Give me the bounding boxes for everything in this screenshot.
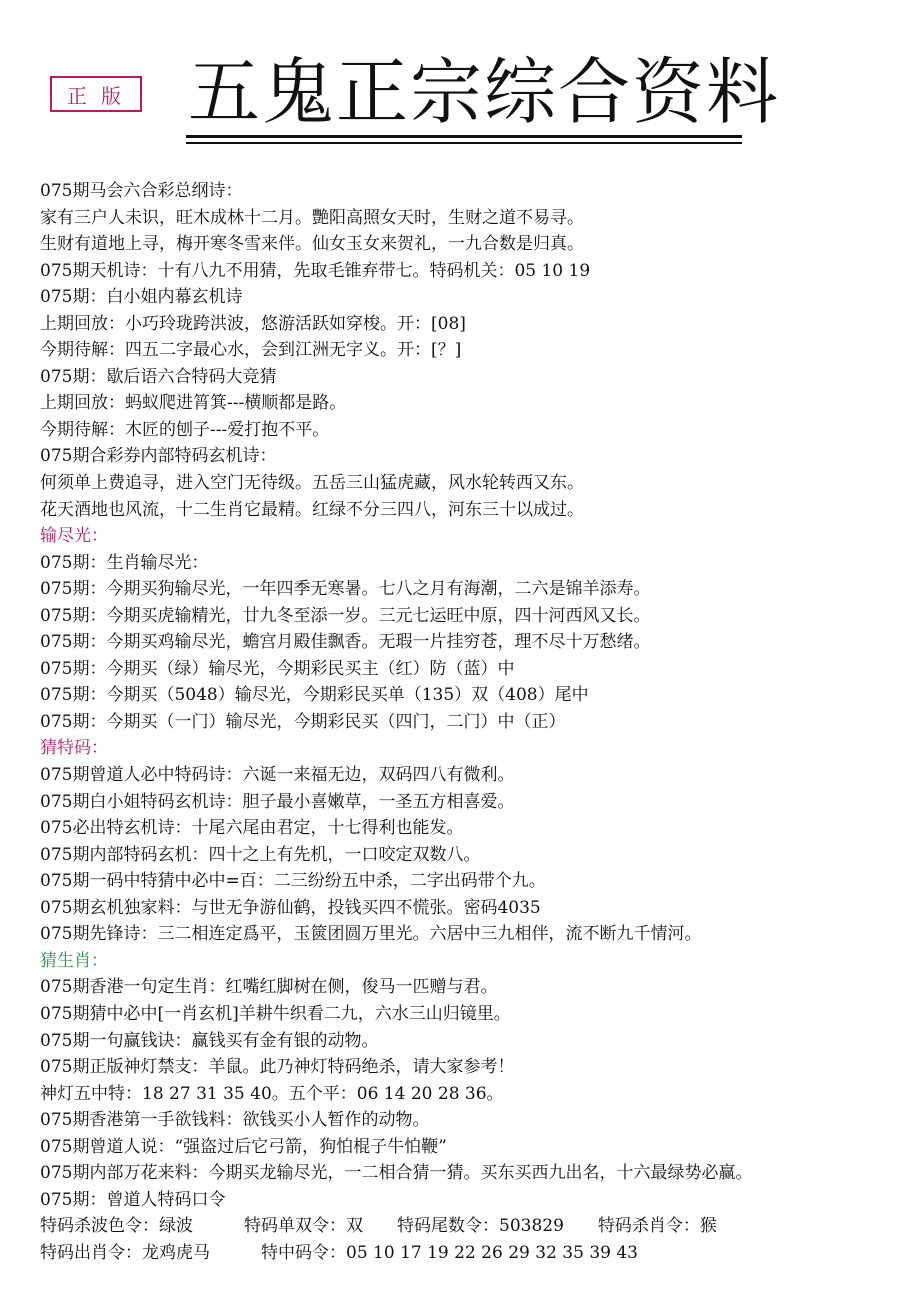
text-line: 075期香港第一手欲钱料：欲钱买小人暂作的动物。: [40, 1110, 430, 1131]
text-line: 家有三户人未识，旺木成林十二月。艷阳高照女天时，生财之道不易寻。: [40, 207, 584, 228]
text-line: 花天酒地也风流，十二生肖它最精。红绿不分三四八，河东三十以成过。: [40, 499, 584, 520]
text-line: 075期：今期买（绿）输尽光，今期彩民买主（红）防（蓝）中: [40, 658, 515, 679]
text-line: 075期一码中特猜中必中=百：二三纷纷五中杀，二字出码带个九。: [40, 871, 546, 892]
content-body: [40, 178, 885, 1266]
text-line: 075期：生肖输尽光：: [40, 552, 209, 573]
text-line: 何须单上费追寻，进入空门无待级。五岳三山猛虎藏，风水轮转西又东。: [40, 473, 584, 494]
text-line: 075期曾道人说：“强盗过后它弓箭，狗怕棍子牛怕鞭”: [40, 1136, 447, 1157]
text-line: 075期：白小姐内幕玄机诗: [40, 287, 243, 308]
text-line: 075期内部特码玄机：四十之上有先机，一口咬定双数八。: [40, 844, 481, 865]
text-line: 特码杀波色令：绿波 特码单双令：双 特码尾数令：503829 特码杀肖令：猴: [40, 1216, 717, 1237]
text-line: 075期马会六合彩总纲诗：: [40, 181, 243, 201]
text-line: 075期：今期买鸡输尽光，蟾宫月殿佳飘香。无瑕一片挂穷苍，理不尽十万愁绪。: [40, 632, 651, 653]
text-line: 075期天机诗：十有八九不用猜，先取毛锥弃带七。特码机关：05 10 19: [40, 260, 591, 281]
text-line: 075期曾道人必中特码诗：六诞一来福无边，双码四八有微利。: [40, 765, 515, 786]
text-line: 神灯五中特：18 27 31 35 40。五个平：06 14 20 28 36。: [40, 1083, 504, 1104]
text-line: 075必出特玄机诗：十尾六尾由君定，十七得利也能发。: [40, 818, 464, 839]
page-title: 五鬼正宗综合资料: [188, 50, 781, 134]
text-line: 今期待解：四五二字最心水，会到江洲无字义。开：[？]: [40, 340, 462, 361]
text-line: 075期玄机独家料：与世无争游仙鹤，投钱买四不慌张。密码4035: [40, 897, 541, 918]
text-line: 075期白小姐特码玄机诗：胆子最小喜嫩草，一圣五方相喜爱。: [40, 791, 515, 812]
text-line: 特码出肖令：龙鸡虎马 特中码令：05 10 17 19 22 26 29 32 35 39 43: [40, 1242, 638, 1263]
text-line: 075期合彩券内部特码玄机诗：: [40, 446, 277, 467]
title-underline-thin: [186, 142, 742, 144]
text-line: 075期：今期买虎输精光，廿九冬至添一岁。三元七运旺中原，四十河西风又长。: [40, 605, 651, 626]
text-line: 上期回放：蚂蚁爬进筲箕---横顺都是路。: [40, 393, 347, 414]
title-underline-thick: [186, 135, 742, 138]
text-line: 上期回放：小巧玲珑跨洪波，悠游活跃如穿梭。开：[08]: [40, 313, 466, 334]
section-header: 猜生肖：: [40, 950, 108, 971]
text-line: 075期一句赢钱诀：赢钱买有金有银的动物。: [40, 1030, 379, 1051]
section-header: 猜特码：: [40, 738, 108, 759]
text-line: 生财有道地上寻，梅开寒冬雪来伴。仙女玉女来贺礼，一九合数是归真。: [40, 234, 584, 255]
text-line: 今期待解：木匠的刨子---爱打抱不平。: [40, 419, 330, 440]
text-line: 075期先锋诗：三二相连定爲平，玉篋团圆万里光。六居中三九相伴，流不断九千情河。: [40, 924, 702, 945]
text-line: 075期正版神灯禁支：羊鼠。此乃神灯特码绝杀，请大家参考！: [40, 1057, 515, 1078]
text-line: 075期：曾道人特码口令: [40, 1189, 226, 1210]
section-header: 输尽光：: [40, 526, 108, 547]
text-line: 075期香港一句定生肖：红嘴红脚树在侧，俊马一匹赠与君。: [40, 977, 498, 998]
text-line: 075期：今期买（5048）输尽光，今期彩民买单（135）双（408）尾中: [40, 685, 589, 706]
text-line: 075期：今期买（一门）输尽光，今期彩民买（四门，二门）中（正）: [40, 711, 566, 732]
text-line: 075期内部万花来料：今期买龙输尽光，一二相合猜一猜。买东买西九出名，十六最绿势必赢。: [40, 1163, 753, 1184]
text-line: 075期：歇后语六合特码大竞猜: [40, 366, 277, 387]
text-line: 075期：今期买狗输尽光，一年四季无寒暑。七八之月有海潮，二六是锦羊添寿。: [40, 579, 651, 600]
text-line: 075期猜中必中[一肖玄机]羊耕牛织看二九，六水三山归镜里。: [40, 1003, 511, 1024]
official-badge: 正 版: [50, 76, 142, 112]
